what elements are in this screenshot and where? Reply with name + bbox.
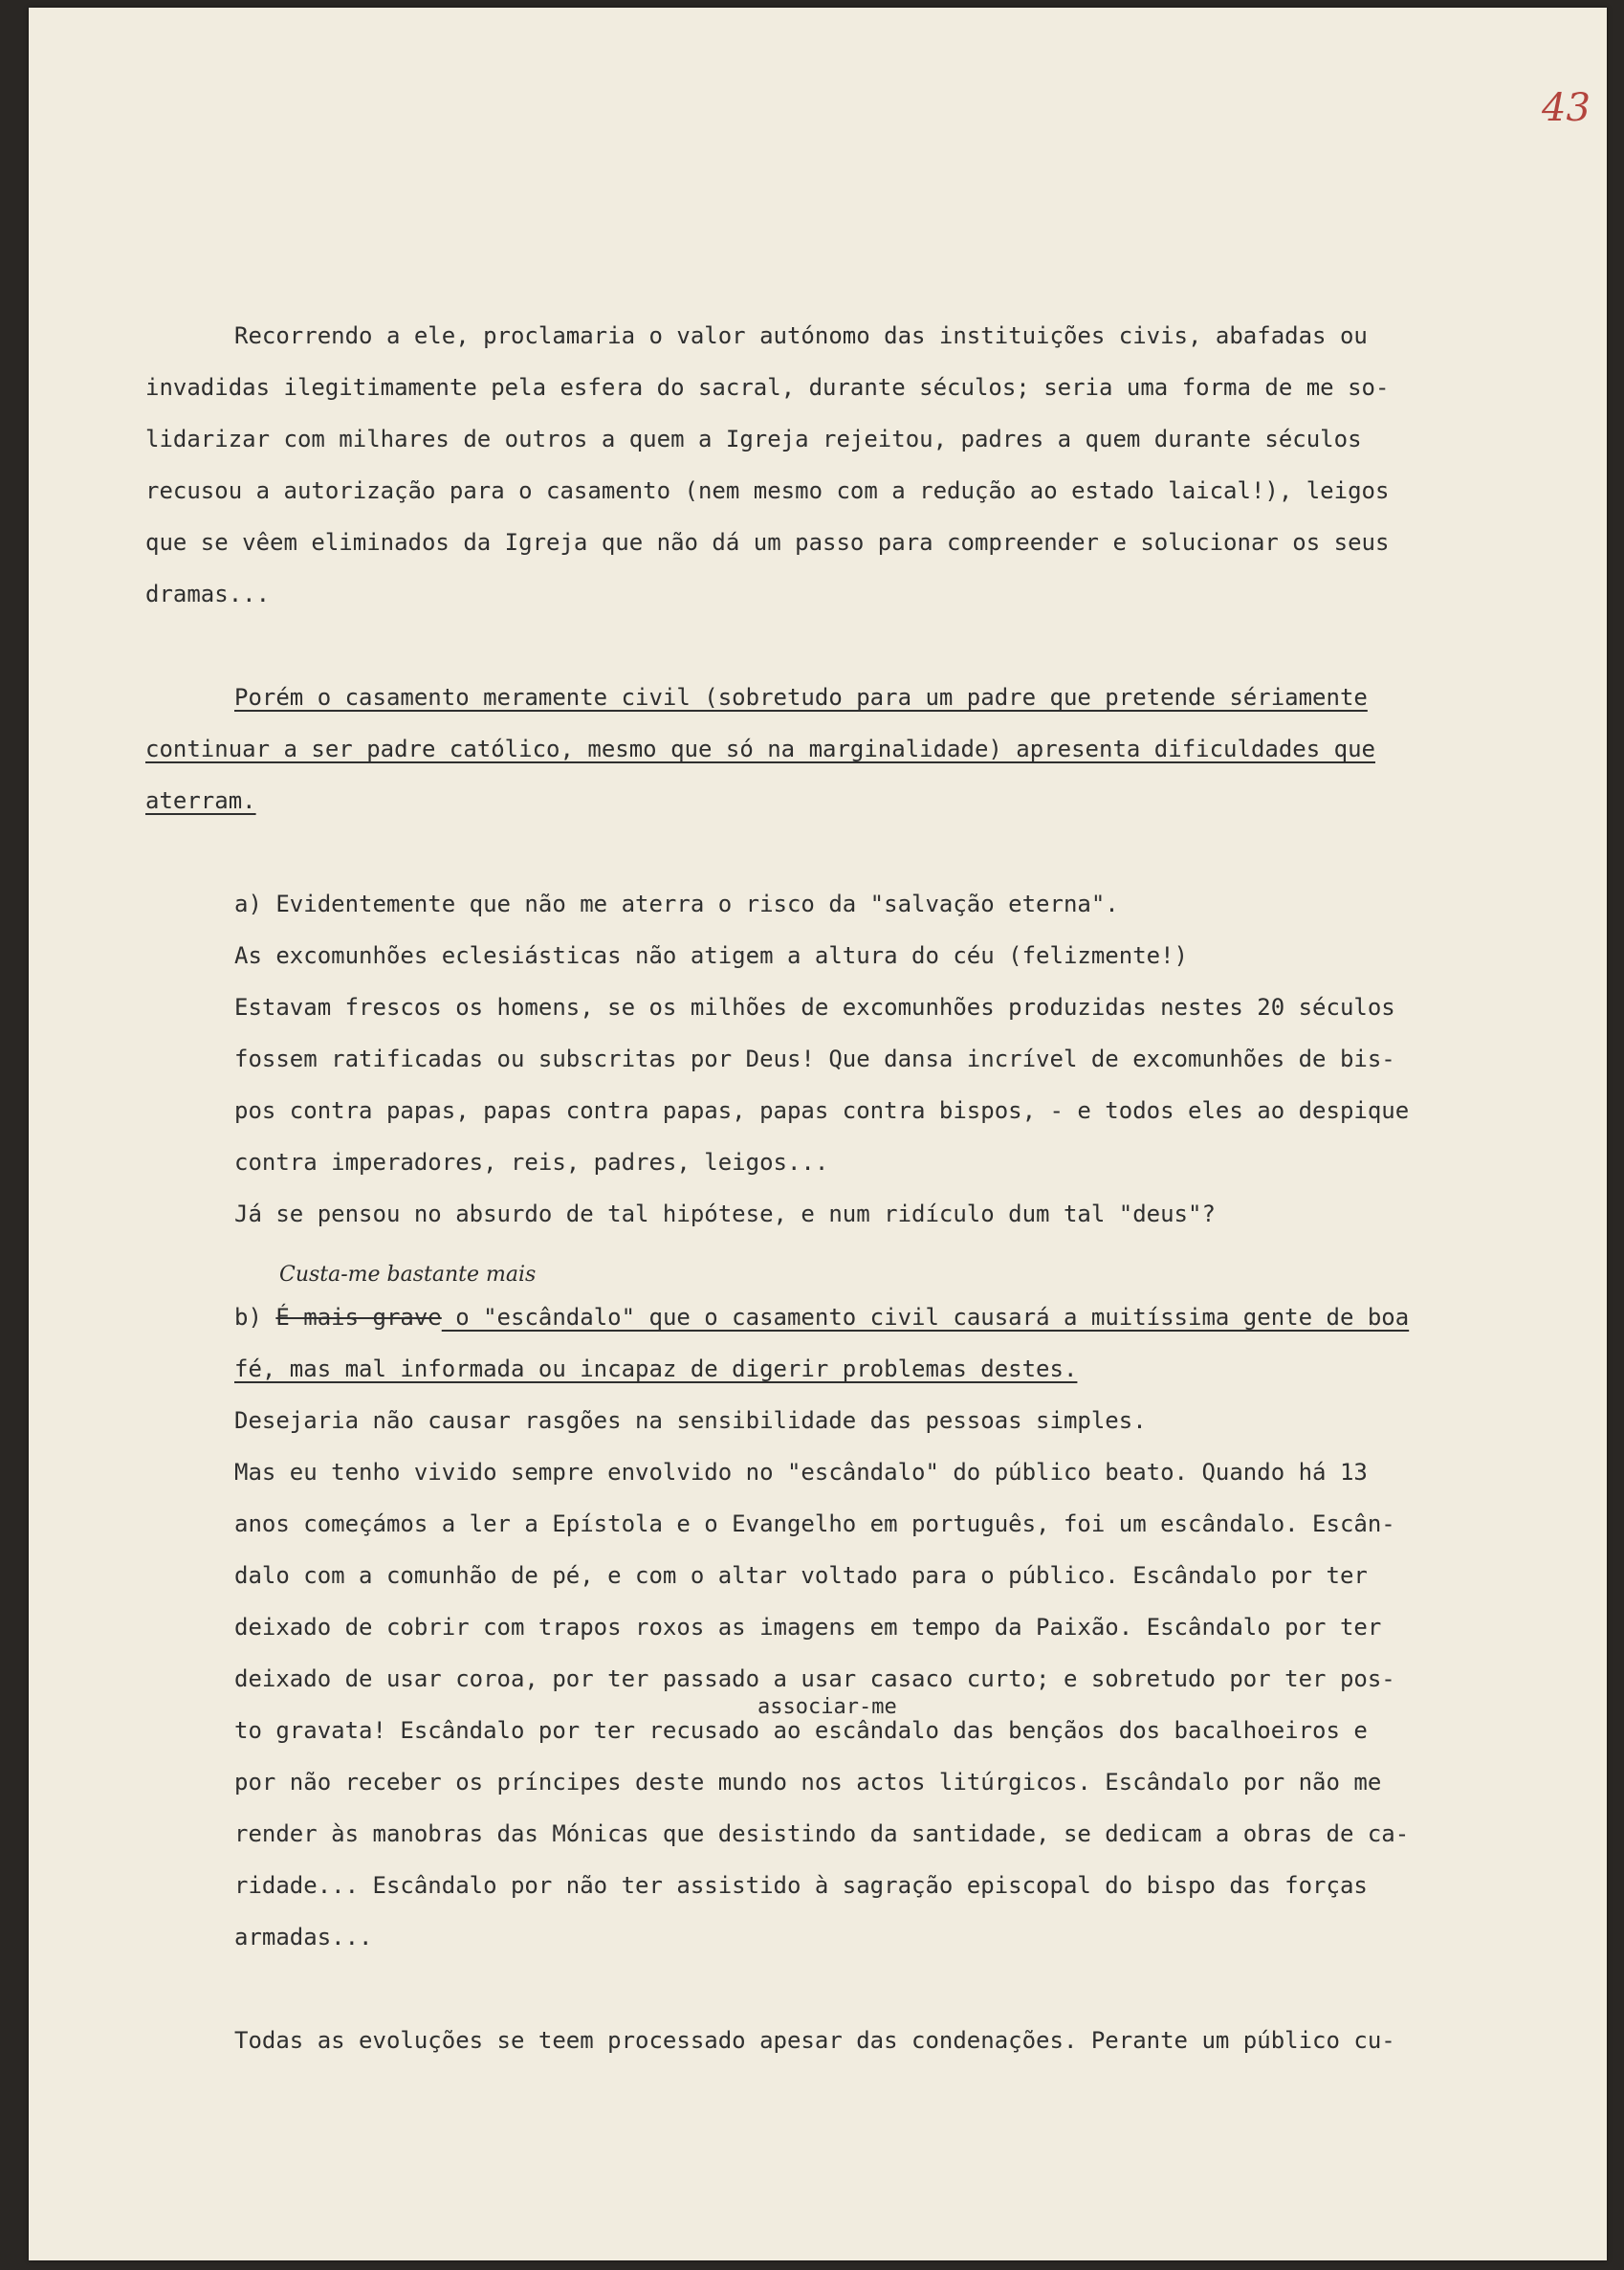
final-line: Todas as evoluções se teem processado apesar das condenações. Perante um público cu- (234, 2027, 1395, 2054)
paragraph-2-line-1: Porém o casamento meramente civil (sobretudo para um padre que pretende sériamente (234, 684, 1368, 711)
paragraph-1-line-5: que se vêem eliminados da Igreja que não dá um passo para compreender e solucionar os seus (145, 529, 1390, 556)
section-b-line-11: render às manobras das Mónicas que desistindo da santidade, se dedicam a obras de ca- (234, 1820, 1410, 1847)
section-a-line-3: Estavam frescos os homens, se os milhões de excomunhões produzidas nestes 20 séculos (234, 994, 1395, 1021)
section-a-line-6: contra imperadores, reis, padres, leigos... (234, 1149, 829, 1176)
paragraph-2-line-2: continuar a ser padre católico, mesmo que só na marginalidade) apresenta dificuldades que (145, 736, 1375, 762)
paragraph-1-line-6: dramas... (145, 581, 271, 607)
section-b-line-1 (234, 1303, 1409, 1332)
handwritten-insert: Custa-me bastante mais (279, 1263, 537, 1287)
section-b-line-7: deixado de cobrir com trapos roxos as imagens em tempo da Paixão. Escândalo por ter (234, 1614, 1382, 1641)
section-b-line-12: ridade... Escândalo por não ter assistido à sagração episcopal do bispo das forças (234, 1872, 1368, 1899)
section-b-prefix: b) (234, 1304, 276, 1331)
typewritten-page (29, 8, 1607, 2260)
section-b-line-13: armadas... (234, 1924, 373, 1950)
insert-associar: associar-me (757, 1695, 897, 1719)
paragraph-1-line-4: recusou a autorização para o casamento (nem mesmo com a redução ao estado laical!), leigos (145, 477, 1390, 504)
struck-text: É mais grave (275, 1304, 442, 1331)
paragraph-1-line-2: invadidas ilegitimamente pela esfera do sacral, durante séculos; seria uma forma de me so- (145, 374, 1390, 401)
section-b-first-line: o "escândalo" que o casamento civil causará a muitíssima gente de boa (441, 1304, 1410, 1331)
paragraph-1-line-3: lidarizar com milhares de outros a quem a Igreja rejeitou, padres a quem durante séculos (145, 426, 1362, 452)
section-b-line-3: Desejaria não causar rasgões na sensibilidade das pessoas simples. (234, 1407, 1147, 1434)
section-a-line-1: a) Evidentemente que não me aterra o risco da "salvação eterna". (234, 891, 1119, 917)
section-b-line-8: deixado de usar coroa, por ter passado a usar casaco curto; e sobretudo por ter pos- (234, 1665, 1395, 1692)
section-b-line-6: dalo com a comunhão de pé, e com o altar voltado para o público. Escândalo por ter (234, 1562, 1368, 1589)
section-b-line-9: to gravata! Escândalo por ter recusado ao escândalo das bençãos dos bacalhoeiros e (234, 1717, 1368, 1744)
paragraph-1-line-1: Recorrendo a ele, proclamaria o valor autónomo das instituições civis, abafadas ou (234, 322, 1368, 349)
paragraph-2-line-3: aterram. (145, 787, 256, 814)
section-b-line-5: anos começámos a ler a Epístola e o Evangelho em português, foi um escândalo. Escân- (234, 1510, 1395, 1537)
section-a-line-2: As excomunhões eclesiásticas não atigem a altura do céu (felizmente!) (234, 942, 1188, 969)
section-b-line-10: por não receber os príncipes deste mundo nos actos litúrgicos. Escândalo por não me (234, 1769, 1382, 1796)
page-number: 43 (1542, 86, 1591, 130)
section-b-line-4: Mas eu tenho vivido sempre envolvido no "escândalo" do público beato. Quando há 13 (234, 1459, 1368, 1486)
section-a-line-4: fossem ratificadas ou subscritas por Deus! Que dansa incrível de excomunhões de bis- (234, 1046, 1395, 1072)
section-a-line-5: pos contra papas, papas contra papas, papas contra bispos, - e todos eles ao despique (234, 1097, 1410, 1124)
section-b-line-2: fé, mas mal informada ou incapaz de digerir problemas destes. (234, 1355, 1078, 1382)
section-a-line-7: Já se pensou no absurdo de tal hipótese, e num ridículo dum tal "deus"? (234, 1201, 1216, 1227)
